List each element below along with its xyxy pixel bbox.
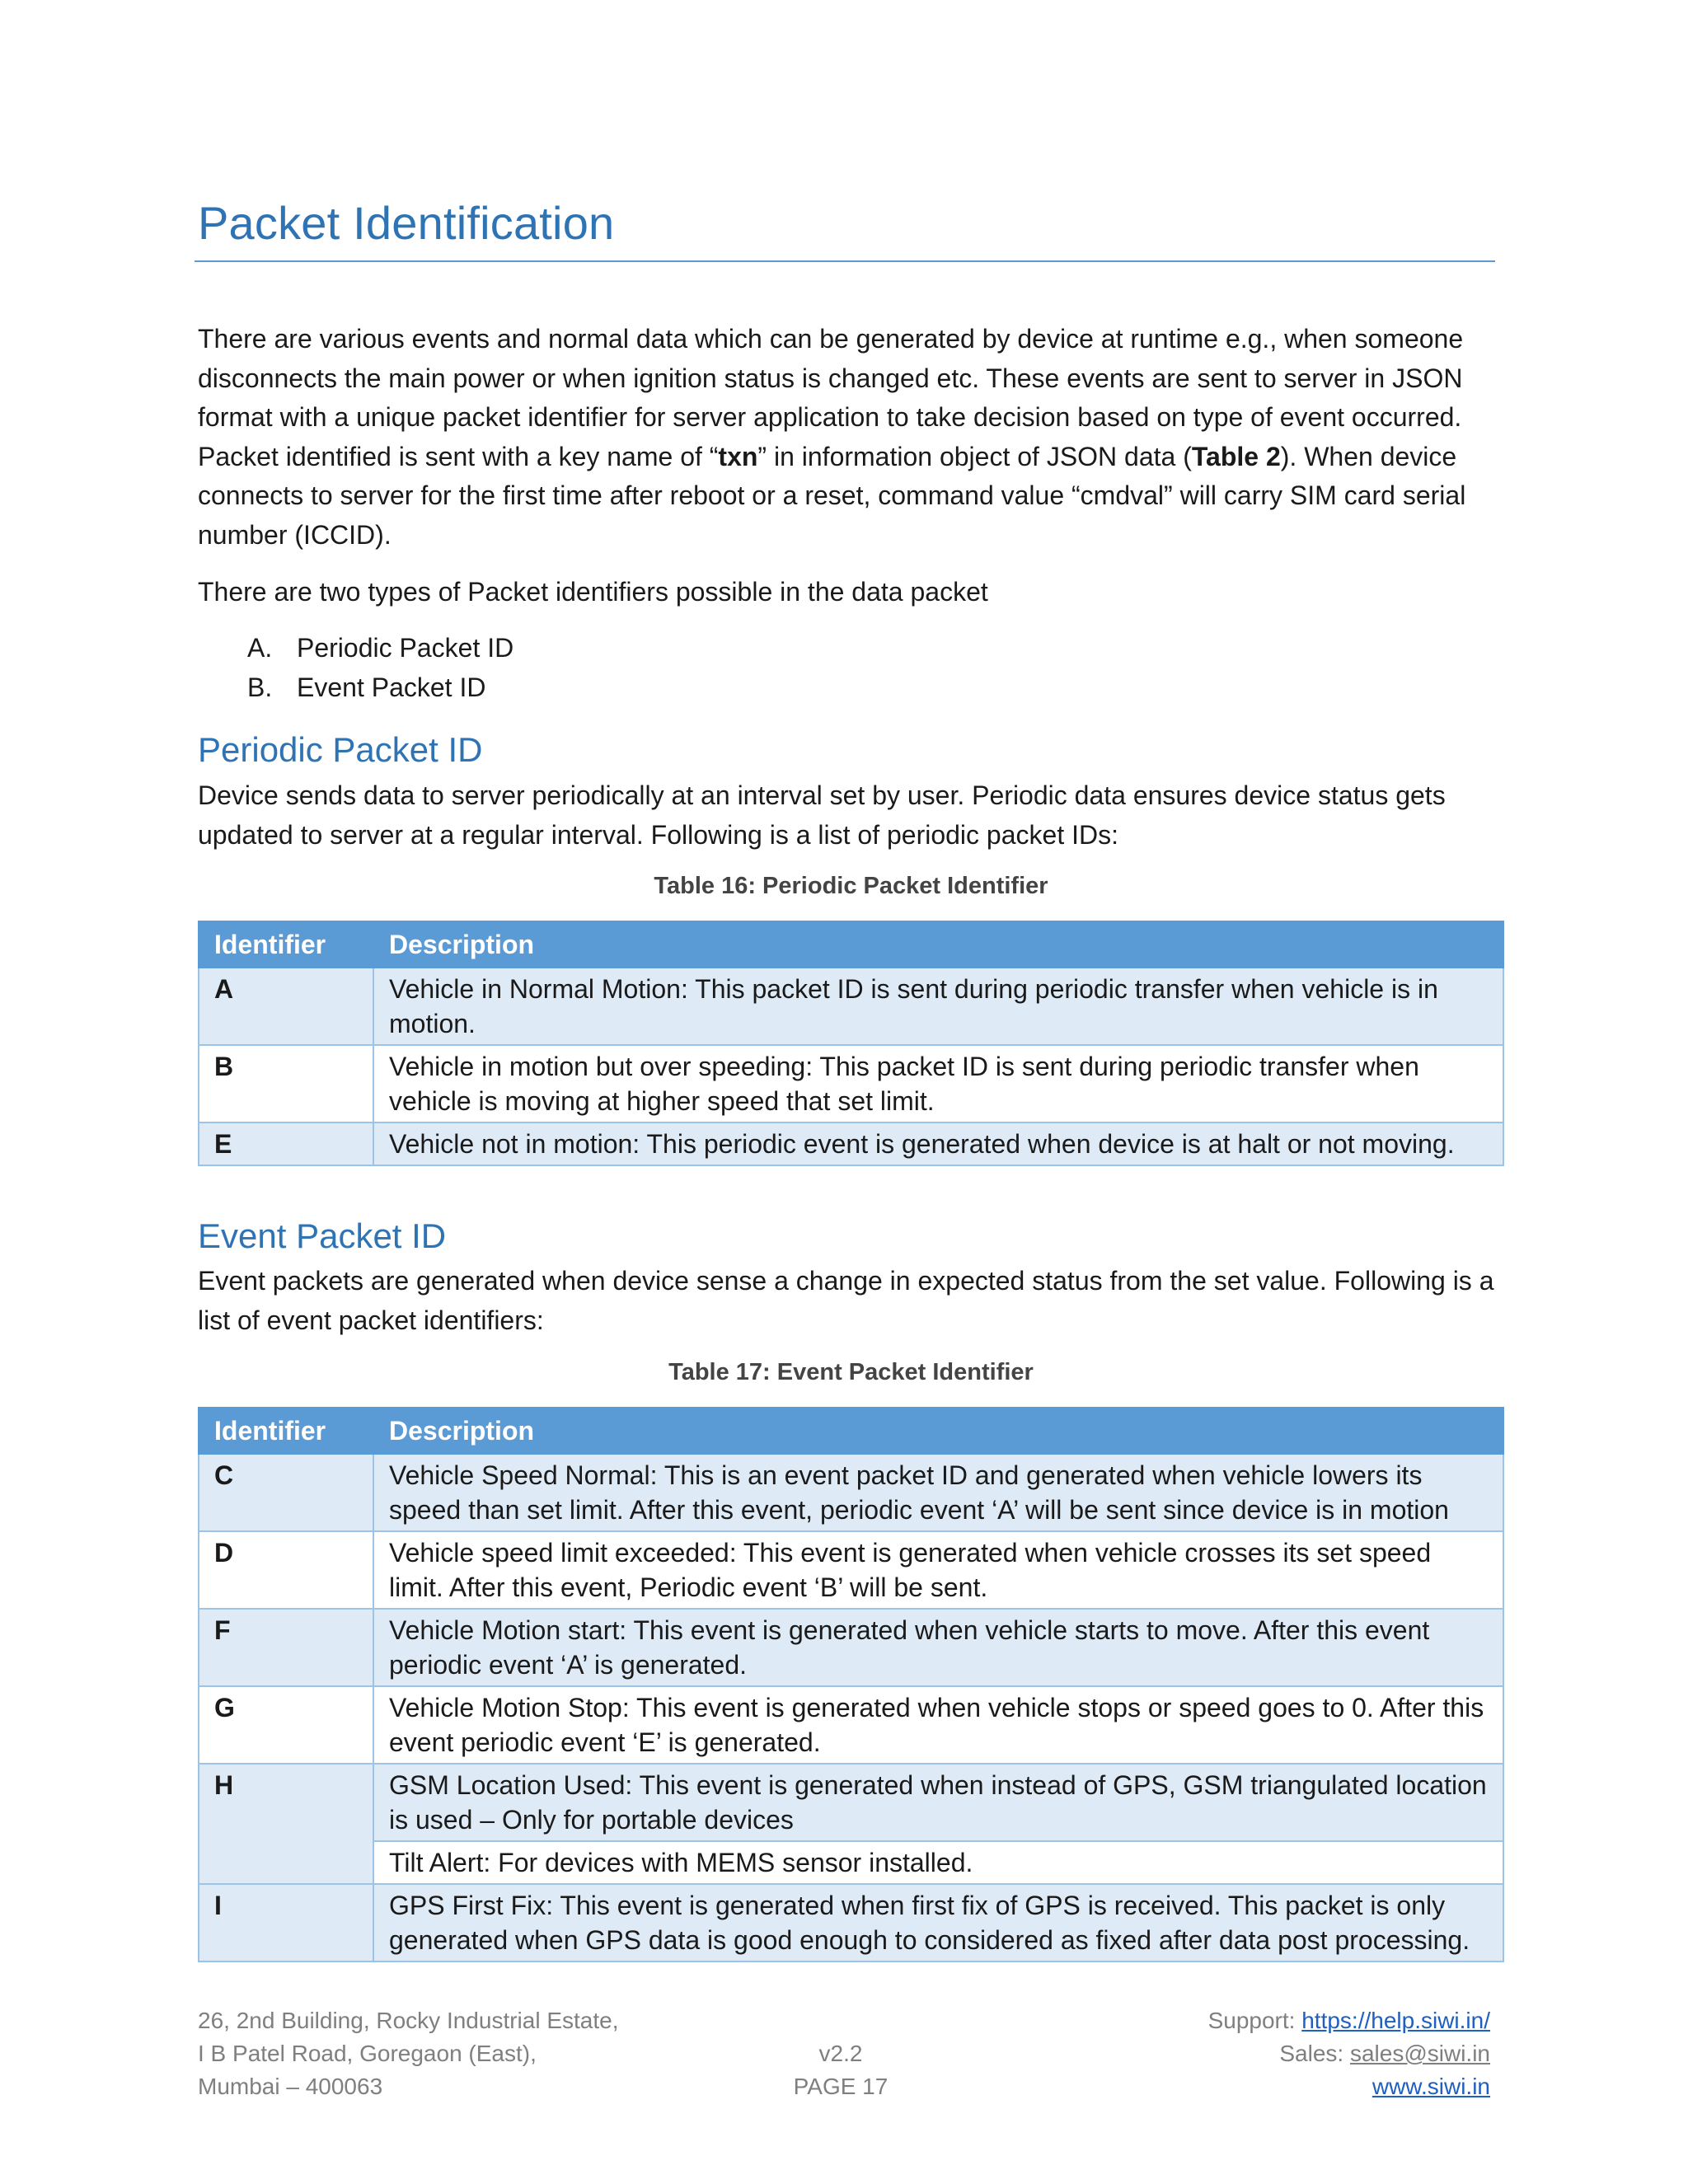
header-description: Description xyxy=(373,921,1503,968)
sales-email-link[interactable]: sales@siwi.in xyxy=(1349,2041,1490,2066)
intro-text-end: ). When device connects to server for the first time after reboot or a reset, command value “cmdval” will carry SIM card serial number (ICCID). xyxy=(198,441,1466,550)
table-row xyxy=(199,968,1503,1045)
event-heading: Event Packet ID xyxy=(198,1216,447,1255)
version-label: v2.2 xyxy=(818,2041,863,2066)
row-identifier: E xyxy=(199,1122,373,1165)
table-row xyxy=(199,1841,1503,1884)
table-row xyxy=(199,1609,1503,1686)
list-item xyxy=(247,628,513,668)
table-row xyxy=(199,1454,1503,1531)
list-label: Periodic Packet ID xyxy=(297,633,514,663)
table-row xyxy=(199,1686,1503,1764)
row-identifier: G xyxy=(199,1686,373,1764)
list-label: Event Packet ID xyxy=(297,673,486,702)
intro-text-start: There are various events and normal data which can be generated by device at runtime e.g., when someone disconnects the main power or when ignition status is changed etc. These events are sent to server in JSON format with a unique packet identifier for server application to take decision based on type of event occurred. Packet identified is sent with a key name of “ xyxy=(198,324,1464,471)
row-identifier: A xyxy=(199,968,373,1045)
footer-contacts xyxy=(1208,2004,1490,2103)
list-marker: A. xyxy=(247,633,273,663)
support-label: Support: xyxy=(1207,2008,1302,2033)
page-title: Packet Identification xyxy=(198,197,615,249)
packet-types-list xyxy=(247,628,513,707)
row-description: Vehicle speed limit exceeded: This event is generated when vehicle crosses its set speed limit. After this event, Periodic event ‘B’ will be sent. xyxy=(373,1531,1503,1609)
table-row xyxy=(199,1122,1503,1165)
sales-line xyxy=(1208,2037,1490,2070)
table-header-row xyxy=(199,1408,1503,1454)
txn-key: txn xyxy=(718,441,758,471)
table-row xyxy=(199,1045,1503,1122)
address-line: Mumbai – 400063 xyxy=(198,2074,383,2099)
list-marker: B. xyxy=(247,673,273,702)
row-description: GSM Location Used: This event is generated when instead of GPS, GSM triangulated location is used – Only for portable devices xyxy=(373,1764,1503,1841)
row-description: Vehicle Motion Stop: This event is generated when vehicle stops or speed goes to 0. After this event periodic event ‘E’ is generated. xyxy=(373,1686,1503,1764)
support-link[interactable]: https://help.siwi.in/ xyxy=(1301,2008,1490,2033)
sales-label: Sales: xyxy=(1279,2041,1350,2066)
row-description: Vehicle in Normal Motion: This packet ID is sent during periodic transfer when vehicle is in motion. xyxy=(373,968,1503,1045)
header-description: Description xyxy=(373,1408,1503,1454)
event-table xyxy=(198,1407,1504,1962)
row-description: Tilt Alert: For devices with MEMS sensor installed. xyxy=(373,1841,1503,1884)
list-item xyxy=(247,668,513,707)
table-row xyxy=(199,1531,1503,1609)
intro-paragraph xyxy=(198,320,1508,555)
row-identifier: H xyxy=(199,1764,373,1884)
header-identifier: Identifier xyxy=(199,921,373,968)
event-table-caption: Table 17: Event Packet Identifier xyxy=(668,1359,1034,1385)
address-line: I B Patel Road, Goregaon (East), xyxy=(198,2041,537,2066)
row-identifier: I xyxy=(199,1884,373,1961)
event-description: Event packets are generated when device sense a change in expected status from the set value. Following is a list of event packet identifiers: xyxy=(198,1266,1494,1335)
row-description: GPS First Fix: This event is generated when first fix of GPS is received. This packet is only generated when GPS data is good enough to considered as fixed after data post processing. xyxy=(373,1884,1503,1961)
row-description: Vehicle in motion but over speeding: This packet ID is sent during periodic transfer when vehicle is moving at higher speed that set limit. xyxy=(373,1045,1503,1122)
table-row xyxy=(199,1884,1503,1961)
footer-version xyxy=(775,2004,907,2103)
periodic-table xyxy=(198,921,1504,1166)
intro-text-mid: ” in information object of JSON data ( xyxy=(757,441,1192,471)
row-identifier: F xyxy=(199,1609,373,1686)
row-description: Vehicle Motion start: This event is generated when vehicle starts to move. After this event periodic event ‘A’ is generated. xyxy=(373,1609,1503,1686)
header-identifier: Identifier xyxy=(199,1408,373,1454)
support-line xyxy=(1208,2004,1490,2037)
website-link[interactable]: www.siwi.in xyxy=(1372,2074,1490,2099)
address-line: 26, 2nd Building, Rocky Industrial Estate, xyxy=(198,2008,619,2033)
page-number: PAGE 17 xyxy=(793,2074,889,2099)
row-identifier: C xyxy=(199,1454,373,1531)
periodic-description: Device sends data to server periodically at an interval set by user. Periodic data ensures device status gets updated to server at a regular interval. Following is a list of periodic packet IDs: xyxy=(198,780,1446,850)
title-underline xyxy=(195,260,1495,262)
row-identifier: B xyxy=(199,1045,373,1122)
website-line xyxy=(1208,2070,1490,2103)
row-description: Vehicle not in motion: This periodic event is generated when device is at halt or not moving. xyxy=(373,1122,1503,1165)
footer-address xyxy=(198,2004,619,2103)
row-identifier: D xyxy=(199,1531,373,1609)
periodic-heading: Periodic Packet ID xyxy=(198,730,483,769)
table-header-row xyxy=(199,921,1503,968)
row-description: Vehicle Speed Normal: This is an event packet ID and generated when vehicle lowers its speed than set limit. After this event, periodic event ‘A’ will be sent since device is in motion xyxy=(373,1454,1503,1531)
periodic-table-caption: Table 16: Periodic Packet Identifier xyxy=(654,873,1048,899)
table-reference: Table 2 xyxy=(1191,441,1281,471)
table-row xyxy=(199,1764,1503,1841)
types-intro: There are two types of Packet identifiers possible in the data packet xyxy=(198,577,988,607)
